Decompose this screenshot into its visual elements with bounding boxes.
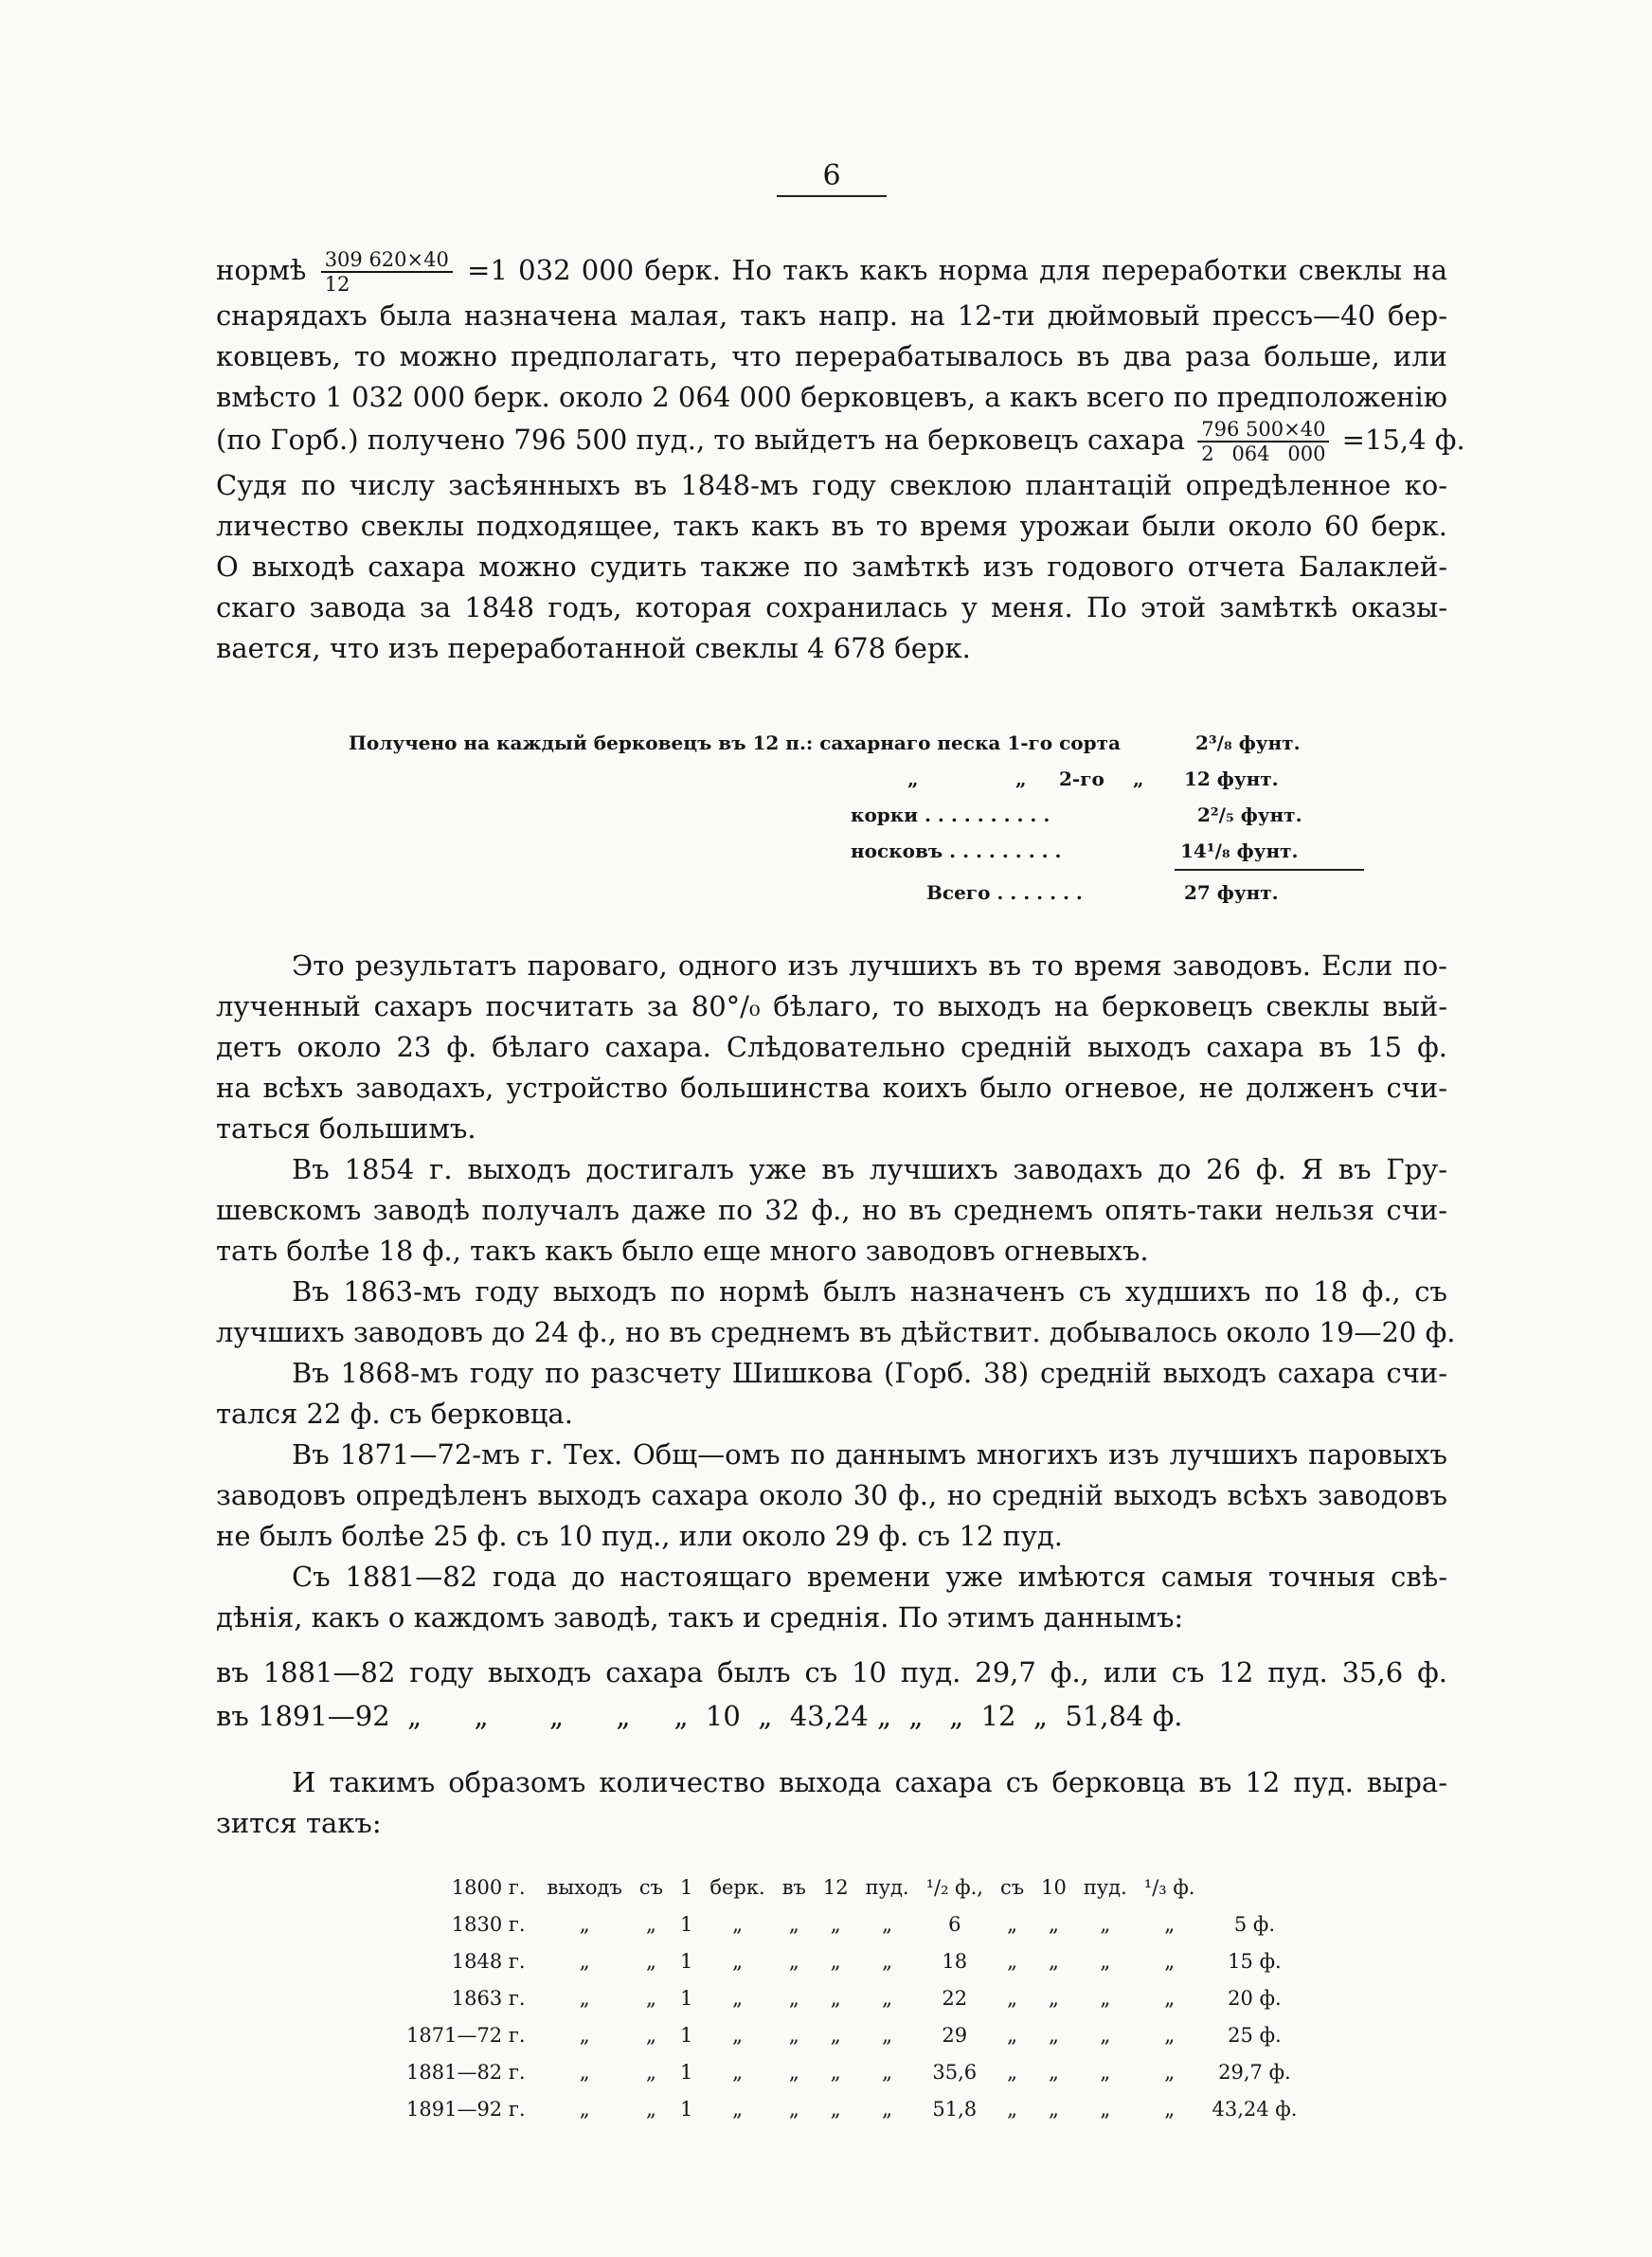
table-cell: „ (882, 1986, 893, 2010)
para2-line: Въ 1868-мъ году по разсчету Шишкова (Горб. 38) средній выходъ сахара счи- (292, 1357, 1447, 1389)
table-cell: „ (1100, 1912, 1111, 1936)
paragraph-2 (216, 946, 1456, 1638)
table-cell: 1 (679, 1949, 693, 1973)
table-cell: 25 ф. (1228, 2023, 1282, 2047)
table-cell: съ (638, 1875, 663, 1899)
table-cell: 29 (942, 2023, 968, 2047)
table-cell: „ (1007, 2060, 1017, 2084)
table-cell: „ (1049, 2023, 1059, 2047)
table-cell: 1 (679, 2023, 693, 2047)
para2-line: тать болѣе 18 ф., такъ какъ было еще много заводовъ огневыхъ. (216, 1235, 1149, 1267)
table-cell: „ (579, 1912, 590, 1936)
table-cell: „ (1049, 1949, 1059, 1973)
para1-line-10: вается, что изъ переработанной свеклы 4 678 берк. (216, 632, 971, 664)
table-cell: „ (1007, 1912, 1017, 1936)
table-cell: „ (732, 2023, 743, 2047)
table-cell: „ (830, 1912, 841, 1936)
table-cell: въ (781, 1875, 806, 1899)
table-cell: ¹/₂ ф., (925, 1875, 983, 1899)
table-cell: „ (1164, 2060, 1176, 2084)
para2-line: шевскомъ заводѣ получалъ даже по 32 ф., но въ среднемъ опять-таки нельзя счи- (216, 1194, 1447, 1226)
table-header-row (398, 1869, 1305, 1905)
table-row (398, 2016, 1305, 2053)
yield-total-label: Всего . . . . . . . (926, 881, 1083, 904)
yield-years-block (216, 1651, 1447, 1738)
table-cell: „ (830, 2060, 841, 2084)
page-number-rule (777, 195, 887, 197)
table-cell: 1 (679, 2097, 693, 2121)
para1-line-6: Судя по числу засѣянныхъ въ 1848-мъ году свеклою плантацій опредѣленное ко- (216, 469, 1447, 501)
table-row (398, 1979, 1305, 2016)
para2-line: лученный сахаръ посчитать за 80°/₀ бѣлаго, то выходъ на берковецъ свеклы вый- (216, 990, 1447, 1022)
table-cell: берк. (709, 1875, 765, 1899)
table-cell: „ (579, 1949, 590, 1973)
text-segment: =15,4 ф. (1341, 424, 1465, 456)
table-year-cell: 1800 г. (451, 1875, 526, 1899)
para1-line-2: снарядахъ была назначена малая, такъ напр. на 12-ти дюймовый прессъ—40 бер- (216, 299, 1447, 332)
table-cell: 51,8 (932, 2097, 978, 2121)
table-cell: „ (645, 1986, 656, 2010)
table-cell: „ (1007, 2023, 1017, 2047)
table-row (398, 1942, 1305, 1979)
ditto-mark: „ (1133, 767, 1144, 790)
table-cell: „ (645, 1949, 656, 1973)
para2-line: Съ 1881—82 года до настоящаго времени уже имѣются самыя точныя свѣ- (292, 1561, 1447, 1593)
table-cell: 6 (948, 1912, 961, 1936)
table-cell: „ (1164, 1912, 1176, 1936)
yield-row-4-value: 14¹/₈ фунт. (1180, 840, 1299, 862)
table-cell: „ (1164, 1949, 1176, 1973)
table-cell: „ (1049, 1912, 1059, 1936)
fraction-2 (1197, 418, 1329, 465)
table-cell: „ (1100, 2097, 1111, 2121)
table-cell: съ (999, 1875, 1025, 1899)
table-cell: 1 (679, 1912, 693, 1936)
table-cell: 15 ф. (1228, 1949, 1282, 1973)
fraction-numerator: 796 500×40 (1197, 418, 1329, 442)
table-cell: „ (1007, 2097, 1017, 2121)
table-row (398, 2090, 1305, 2127)
table-cell: „ (1049, 2060, 1059, 2084)
fraction-1 (321, 248, 453, 296)
table-year-cell: 1863 г. (451, 1986, 526, 2010)
table-row (398, 1905, 1305, 1942)
para1-line-7: личество свеклы подходящее, такъ какъ въ то время урожаи были около 60 берк. (216, 510, 1447, 542)
table-cell: „ (788, 1986, 799, 2010)
table-cell: 1 (679, 1986, 693, 2010)
table-cell: „ (1007, 1986, 1017, 2010)
table-cell: „ (579, 2023, 590, 2047)
table-cell: ¹/₃ ф. (1143, 1875, 1195, 1899)
summary-table (398, 1869, 1305, 2127)
page-number: 6 (822, 159, 841, 192)
para3-line: И такимъ образомъ количество выхода сахара съ берковца въ 12 пуд. выра- (292, 1766, 1447, 1798)
table-cell: „ (1164, 2023, 1176, 2047)
para1-line-8: О выходѣ сахара можно судить также по замѣткѣ изъ годового отчета Балаклей- (216, 551, 1447, 583)
yield-row-2-value: 12 фунт. (1184, 767, 1279, 790)
table-cell: „ (1100, 2023, 1111, 2047)
table-cell: 20 ф. (1228, 1986, 1282, 2010)
table-cell: „ (579, 2097, 590, 2121)
table-cell: „ (645, 2023, 656, 2047)
para2-line: на всѣхъ заводахъ, устройство большинства коихъ было огневое, не долженъ счи- (216, 1072, 1447, 1104)
table-cell: 18 (942, 1949, 968, 1973)
yield-year-row: въ 1881—82 году выходъ сахара былъ съ 10 пуд. 29,7 ф., или съ 12 пуд. 35,6 ф. (216, 1656, 1447, 1688)
para2-line: таться большимъ. (216, 1112, 476, 1145)
table-cell: „ (788, 1912, 799, 1936)
table-cell: 35,6 (932, 2060, 978, 2084)
table-cell: 43,24 ф. (1212, 2097, 1298, 2121)
table-cell: 12 (822, 1875, 849, 1899)
yield-row-3-label: корки . . . . . . . . . . (851, 803, 1050, 826)
table-cell: „ (1164, 2097, 1176, 2121)
yield-row-1-value: 2³/₈ фунт. (1195, 731, 1301, 754)
para1-line-9: скаго завода за 1848 годъ, которая сохранилась у меня. По этой замѣткѣ оказы- (216, 591, 1447, 623)
table-cell: „ (788, 2097, 799, 2121)
table-cell: пуд. (1083, 1875, 1127, 1899)
para2-line: Это результатъ пароваго, одного изъ лучшихъ въ то время заводовъ. Если по- (292, 949, 1447, 982)
table-cell: „ (1049, 2097, 1059, 2121)
table-cell: „ (830, 2097, 841, 2121)
para2-line: заводовъ опредѣленъ выходъ сахара около 30 ф., но средній выходъ всѣхъ заводовъ (216, 1479, 1447, 1511)
table-cell: „ (732, 1912, 743, 1936)
para2-line: лучшихъ заводовъ до 24 ф., но въ среднемъ въ дѣйствит. добывалось около 19—20 ф. (216, 1316, 1456, 1348)
para2-line: тался 22 ф. съ берковца. (216, 1398, 573, 1430)
table-cell: „ (882, 2060, 893, 2084)
yield-row-2-sort: 2-го (1059, 767, 1104, 790)
table-cell: „ (830, 2023, 841, 2047)
table-cell: „ (1164, 1986, 1176, 2010)
yield-total-value: 27 фунт. (1184, 881, 1279, 904)
table-year-cell: 1830 г. (451, 1912, 526, 1936)
yield-year-row: въ 1891—92 „ „ „ „ „ 10 „ 43,24 „ „ „ 12 „ 51,84 ф. (216, 1700, 1183, 1732)
table-cell: „ (732, 1986, 743, 2010)
table-cell: „ (830, 1949, 841, 1973)
text-segment: нормѣ (216, 254, 307, 286)
para3-line: зится такъ: (216, 1807, 382, 1839)
table-cell: „ (882, 1912, 893, 1936)
para1-line-5 (216, 418, 1465, 465)
para1-line-3: ковцевъ, то можно предполагать, что перерабатывалось въ два раза больше, или (216, 340, 1447, 372)
fraction-numerator: 309 620×40 (321, 248, 453, 273)
table-cell: „ (788, 2023, 799, 2047)
table-cell: „ (788, 1949, 799, 1973)
table-cell: 29,7 ф. (1218, 2060, 1291, 2084)
table-cell: „ (645, 2097, 656, 2121)
ditto-mark: „ (907, 767, 919, 790)
paragraph-3 (216, 1762, 1447, 1844)
table-year-cell: 1881—82 г. (406, 2060, 526, 2084)
text-segment: =1 032 000 берк. Но такъ какъ норма для переработки свеклы на (467, 254, 1448, 286)
table-cell: 5 ф. (1233, 1912, 1276, 1936)
table-cell: „ (645, 1912, 656, 1936)
table-cell: пуд. (865, 1875, 909, 1899)
para2-line: детъ около 23 ф. бѣлаго сахара. Слѣдовательно средній выходъ сахара въ 15 ф. (216, 1031, 1447, 1063)
table-cell: 1 (679, 2060, 693, 2084)
para1-line-4: вмѣсто 1 032 000 берк. около 2 064 000 берковцевъ, а какъ всего по предположенію (216, 381, 1447, 413)
text-segment: (по Горб.) получено 796 500 пуд., то выйдетъ на берковецъ сахара (216, 424, 1186, 456)
table-cell: „ (1100, 2060, 1111, 2084)
table-cell: „ (732, 2060, 743, 2084)
table-cell: „ (1100, 1949, 1111, 1973)
table-cell: „ (1007, 1949, 1017, 1973)
table-cell: „ (645, 2060, 656, 2084)
paragraph-1 (216, 248, 1465, 669)
fraction-denominator: 12 (324, 273, 350, 296)
table-cell: „ (830, 1986, 841, 2010)
para2-line: Въ 1854 г. выходъ достигалъ уже въ лучшихъ заводахъ до 26 ф. Я въ Гру- (292, 1153, 1447, 1185)
yield-row-3-value: 2²/₅ фунт. (1197, 803, 1302, 826)
table-cell: „ (882, 2097, 893, 2121)
table-cell: „ (579, 1986, 590, 2010)
sum-rule (1175, 869, 1364, 871)
table-cell: „ (579, 2060, 590, 2084)
table-cell: выходъ (547, 1875, 622, 1899)
table-cell: „ (1049, 1986, 1059, 2010)
table-cell: „ (788, 2060, 799, 2084)
para2-line: не былъ болѣе 25 ф. съ 10 пуд., или около 29 ф. съ 12 пуд. (216, 1520, 1063, 1552)
fraction-denominator: 2 064 000 (1201, 442, 1326, 465)
table-cell: „ (882, 2023, 893, 2047)
table-cell: 1 (679, 1875, 693, 1899)
yield-row-4-label: носковъ . . . . . . . . . (851, 840, 1062, 862)
table-year-cell: 1891—92 г. (406, 2097, 526, 2121)
para2-line: Въ 1871—72-мъ г. Тех. Общ—омъ по даннымъ многихъ изъ лучшихъ паровыхъ (292, 1438, 1447, 1471)
para1-line-1 (216, 248, 1447, 296)
table-cell: „ (732, 2097, 743, 2121)
table-row (398, 2053, 1305, 2090)
table-cell: 10 (1041, 1875, 1067, 1899)
para2-line: Въ 1863-мъ году выходъ по нормѣ былъ назначенъ съ худшихъ по 18 ф., съ (292, 1275, 1447, 1308)
table-cell: 22 (942, 1986, 968, 2010)
yield-intro: Получено на каждый берковецъ въ 12 п.: сахарнаго песка 1-го сорта (349, 731, 1121, 754)
table-cell: „ (1100, 1986, 1111, 2010)
table-cell: „ (882, 1949, 893, 1973)
table-year-cell: 1848 г. (451, 1949, 526, 1973)
table-cell: „ (732, 1949, 743, 1973)
ditto-mark: „ (1015, 767, 1027, 790)
para2-line: дѣнія, какъ о каждомъ заводѣ, такъ и среднія. По этимъ даннымъ: (216, 1601, 1184, 1634)
table-year-cell: 1871—72 г. (406, 2023, 526, 2047)
